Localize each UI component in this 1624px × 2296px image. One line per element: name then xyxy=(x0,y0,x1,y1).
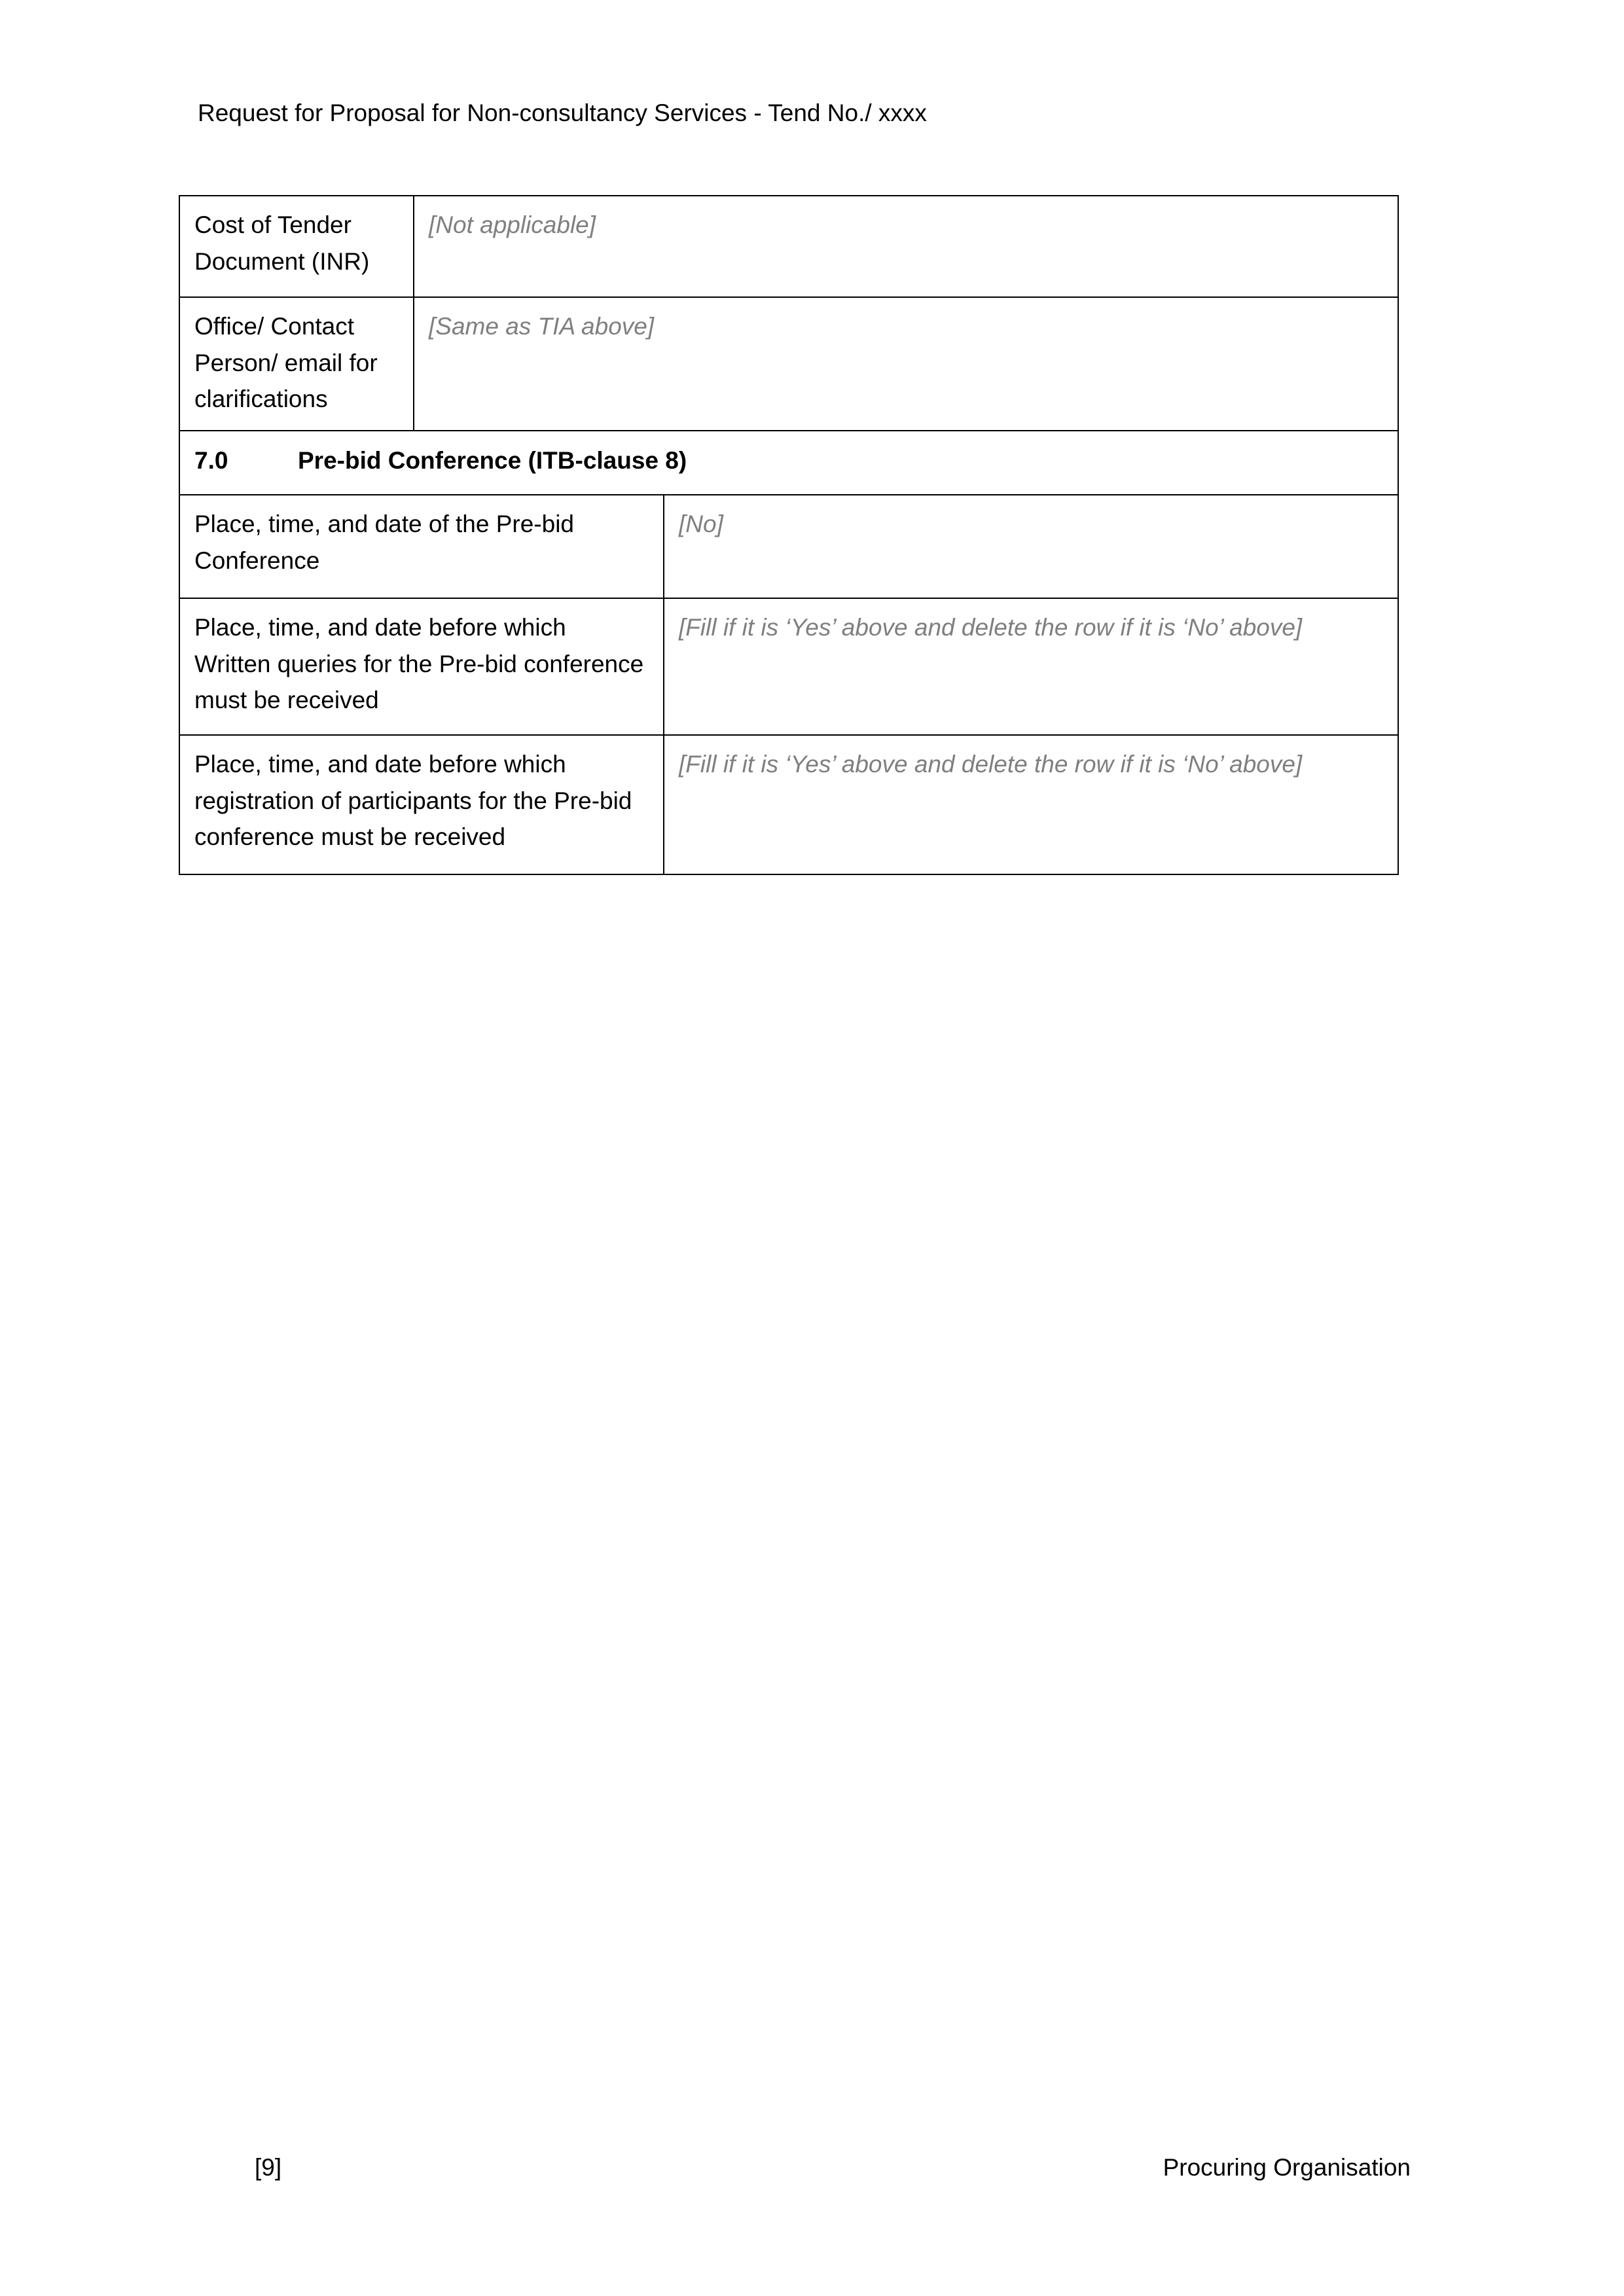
row-label: Place, time, and date before which Written queries for the Pre-bid conference must be received xyxy=(180,599,664,734)
row-value-placeholder: [Not applicable] xyxy=(429,211,596,238)
table-row-prebid-conference xyxy=(180,495,1398,599)
row-value-placeholder: [No] xyxy=(679,511,723,537)
row-label: Place, time, and date before which registration of participants for the Pre-bid conference must be received xyxy=(180,736,664,874)
section-header-row xyxy=(180,431,1398,495)
section-title: Pre-bid Conference (ITB-clause 8) xyxy=(298,447,687,474)
table-row-cost-of-tender xyxy=(180,196,1398,298)
row-label: Cost of Tender Document (INR) xyxy=(180,196,414,296)
row-label: Place, time, and date of the Pre-bid Conference xyxy=(180,495,664,598)
row-value-placeholder: [Same as TIA above] xyxy=(429,313,655,340)
document-footer xyxy=(255,2149,1411,2186)
table-row-registration xyxy=(180,736,1398,874)
tender-details-table xyxy=(179,195,1399,875)
row-value-placeholder: [Fill if it is ‘Yes’ above and delete the row if it is ‘No’ above] xyxy=(679,614,1303,641)
table-row-office-contact xyxy=(180,298,1398,431)
section-number: 7.0 xyxy=(194,447,228,474)
page-number: [9] xyxy=(255,2154,282,2181)
row-value-placeholder: [Fill if it is ‘Yes’ above and delete the row if it is ‘No’ above] xyxy=(679,751,1303,778)
row-label: Office/ Contact Person/ email for clarifications xyxy=(180,298,414,430)
document-header: Request for Proposal for Non-consultancy Services - Tend No./ xxxx xyxy=(198,99,927,126)
table-row-written-queries xyxy=(180,599,1398,736)
footer-organisation: Procuring Organisation xyxy=(1163,2154,1411,2181)
